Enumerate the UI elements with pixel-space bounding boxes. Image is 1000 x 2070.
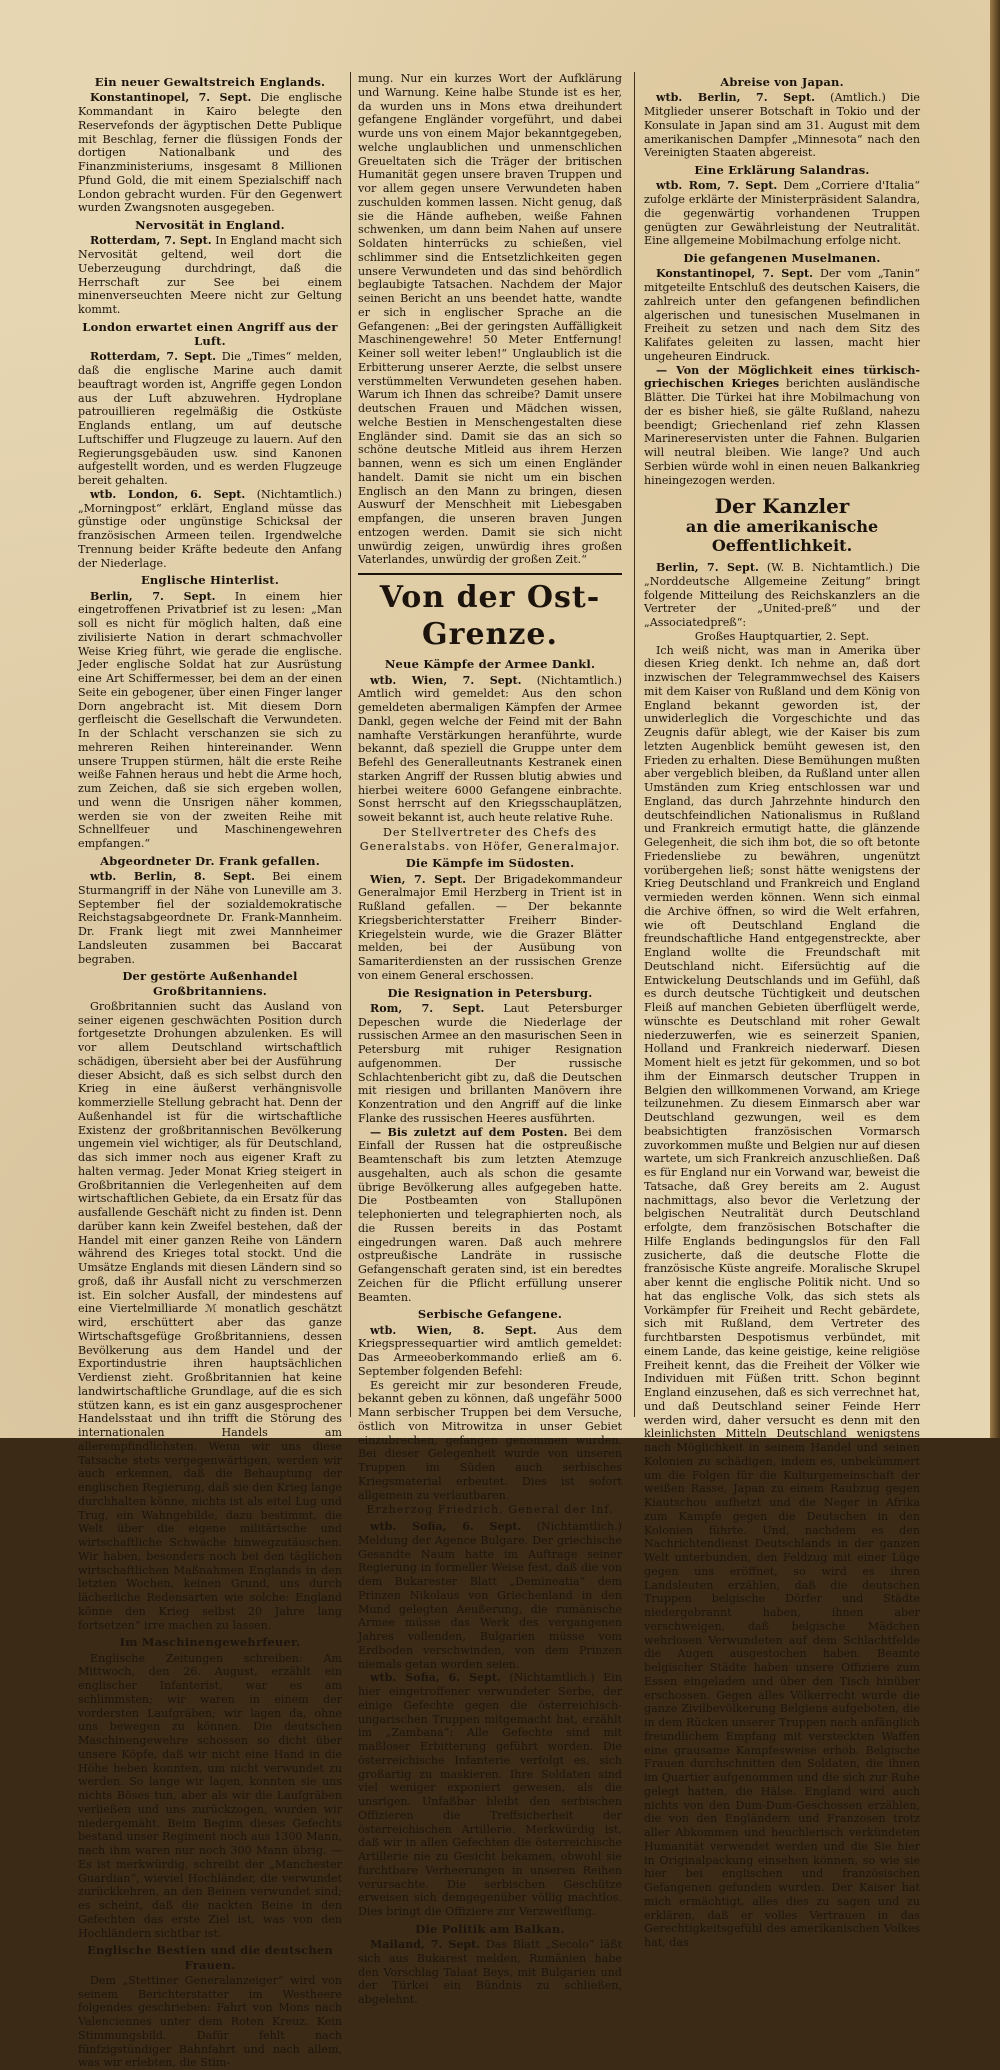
- article: [644, 495, 920, 1950]
- article: [358, 657, 622, 853]
- article: [644, 251, 920, 487]
- article-headline: Abgeordneter Dr. Frank gefallen.: [100, 853, 320, 868]
- article-headline: Ein neuer Gewaltstreich Englands.: [94, 75, 326, 89]
- article-paragraph: [358, 873, 622, 983]
- article-paragraph: [78, 1000, 342, 1633]
- paragraph-text: (Nichtamtlich.) „Morningpost“ erklärt, England müsse das günstige oder ungünstige Schicksal der französischen Armeen teilen. Irgendwelche Trennung beider Kräfte bedeute den Anfang der Niederlage.: [78, 487, 343, 570]
- column-2: [358, 72, 623, 2007]
- article-paragraph: [358, 72, 622, 567]
- main-headline: [644, 495, 920, 555]
- article-paragraph: [644, 91, 920, 160]
- article: [358, 1520, 622, 1919]
- article-paragraph: [78, 1974, 342, 2070]
- article-headline: Die Kämpfe im Südosten.: [405, 856, 575, 871]
- article-headline: London erwartet einen Angriff aus der Luft.: [82, 319, 338, 348]
- article: [644, 163, 920, 248]
- dateline: wtb. London, 6. Sept.: [90, 487, 246, 501]
- paragraph-text: Großes Hauptquartier, 2. Sept.: [694, 629, 870, 643]
- column-1: [78, 72, 343, 2070]
- main-headline-line: an die amerikanische Oeffentlichkeit.: [685, 517, 879, 555]
- article: [78, 969, 342, 1632]
- article-headline: Serbische Gefangene.: [417, 1307, 563, 1322]
- article-paragraph: [358, 1126, 622, 1305]
- article-paragraph: [358, 1002, 622, 1126]
- article-paragraph: [358, 1324, 622, 1379]
- article-paragraph: [78, 350, 342, 488]
- section-headline: Von der Ost-Grenze.: [358, 573, 622, 653]
- article-headline: Eine Erklärung Salandras.: [694, 163, 870, 177]
- article-headline: Der gestörte Außenhandel Großbritanniens.: [122, 969, 298, 998]
- article-paragraph: [644, 644, 920, 1950]
- article-paragraph: [644, 267, 920, 363]
- dateline: Mailand, 7. Sept.: [370, 1938, 481, 1952]
- paragraph-text: Dem „Corriere d'Italia“ zufolge erklärte der Ministerpräsident Salandra, die gegenwärtig vorhandenen Truppen genügten zur Gewährleistung der Neutralität. Eine allgemeine Mobilmachung erfolge nicht.: [644, 179, 920, 248]
- article: [78, 573, 342, 851]
- paragraph-text: Das Blatt „Secolo“ läßt sich aus Bukarest melden, Rumänien habe den Vorschlag Talaat Beys, mit Bulgarien und der Türkei ein Bündnis zu schließen, abgelehnt.: [358, 1938, 623, 2007]
- article: [644, 75, 920, 160]
- article: [358, 72, 622, 567]
- article: [358, 1307, 622, 1517]
- article-paragraph: [78, 488, 342, 571]
- column-rule: [350, 72, 351, 1417]
- paragraph-text: (Amtlich.) Die Mitglieder unserer Botschaft in Tokio und der Konsulate in Japan sind am 31. August mit dem amerikanischen Dampfer „Minnesota“ nach den Vereinigten Staaten abgereist.: [644, 91, 920, 160]
- article-paragraph: [358, 1520, 622, 1671]
- article-paragraph: [358, 1671, 622, 1919]
- article: [358, 986, 622, 1305]
- dateline: Berlin, 7. Sept.: [90, 589, 216, 603]
- article-headline: Neue Kämpfe der Armee Dankl.: [384, 657, 596, 672]
- dateline: Berlin, 7. Sept.: [656, 561, 759, 575]
- article: [358, 1922, 622, 2007]
- paragraph-text: In einem hier eingetroffenen Privatbrief ist zu lesen: „Man soll es nicht für möglich halten, daß eine zivilisierte Nation in derart schmachvoller Weise Krieg führt, wie gerade die englische. Jeder englische Soldat hat zur Ausrüstung eine Art Schiffermesser, bei dem an der einen Seite ein gebogener, über einen Finger langer Dorn angebracht ist. Mit diesem Dorn gerfleischt die Gesellschaft die Verwundeten. In der Schlacht verschanzen sie sich zu mehreren Reihen hintereinander. Wenn unsere Truppen stürmen, hält die erste Reihe weiße Fahnen heraus und hebt die Arme hoch, zum Zeichen, daß sie sich ergeben wollen, und wenn die Unsrigen näher kommen, werden sie von der zweiten Reihe mit Schnellfeuer und Maschinengewehren empfangen.“: [78, 589, 342, 850]
- signature: Der Stellvertreter des Chefs des Generalstabs. von Höfer, Generalmajor.: [359, 825, 621, 853]
- article-headline: Im Maschinengewehrfeuer.: [119, 1635, 301, 1650]
- article-headline: Die Politik am Balkan.: [415, 1921, 565, 1936]
- article-paragraph: [78, 590, 342, 851]
- paragraph-text: (Nichtamtlich.) Meldung der Agence Bulgare. Der griechische Gesandte Naum hatte im Auftrage seiner Regierung in formeller Weise fest, daß die von dem Bukarester Blatt „Demineatia“ dem Prinzen Nikolaus von Griechenland in den Mund gelegten Aeußerung, die rumänische Armee müsse das Werk des vergangenen Jahres vollenden, Bulgarien müsse vom Erdboden verschwinden, von dem Prinzen niemals getan worden seien.: [358, 1520, 622, 1671]
- paragraph-text: Laut Petersburger Depeschen wurde die Niederlage der russischen Armee an den masurischen Seen in Petersburg mit ruhiger Resignation aufgenommen. Der russische Schlachtenbericht gibt zu, daß die Deutschen mit riesigen und brillanten Manövern ihre Konzentration und den Angriff auf die linke Flanke des russischen Heeres ausführten.: [358, 1001, 622, 1125]
- paragraph-text: Großbritannien sucht das Ausland von seiner eigenen geschwächten Position durch fortgesetzte Drohungen abzulenken. Es will vor allem Deutschland wirtschaftlich schädigen, übersieht aber bei der Ausführung dieser Absicht, daß es sich selbst durch den Krieg in eine äußerst verhängnisvolle kommerzielle Stellung gebracht hat. Denn der Außenhandel ist für die wirtschaftliche Existenz der großbritannischen Bevölkerung ungemein viel wichtiger, als für Deutschland, das sich immer noch aus eigener Kraft zu halten vermag. Jeder Monat Krieg steigert in Großbritannien die Verlegenheiten auf dem wirtschaftlichen Gebiete, da ein Ersatz für das ausfallende Geschäft nicht zu finden ist. Denn darüber kann kein Zweifel bestehen, daß der Handel mit einer ganzen Reihe von Ländern während des Krieges total stockt. Und die Umsätze Englands mit diesen Ländern sind so groß, daß ihr Ausfall nicht zu verschmerzen ist. Ein solcher Ausfall, der mindestens auf eine Viertelmilliarde ℳ monatlich geschätzt wird, erschüttert aber das ganze Wirtschaftsgefüge Großbritanniens, dessen Bevölkerung aus dem Handel und der Exportindustrie ihren hauptsächlichen Verdienst zieht. Großbritannien hat keine landwirtschaftliche Grundlage, auf die es sich stützen kann, es ist ein ganz ausgesprochener Handelsstaat und ihn trifft die Störung des internationalen Handels am allerempfindlichsten. Wenn wir uns diese Tatsache stets vergegenwärtigen, werden wir auch erkennen, daß die Behauptung der englischen Regierung, daß sie den Krieg lange durchhalten könne, nichts ist als eitel Lug und Trug, ein Wahngebilde, dazu bestimmt, die Welt über die eigene militärische und wirtschaftliche Schwäche hinwegzutäuschen. Wir haben, besonders noch bei den täglichen wirtschaftlichen Maßnahmen Englands in den letzten Wochen, keinen Grund, uns durch lächerliche Redensarten wie solche: England könne den Krieg selbst 20 Jahre lang fortsetzen“ irre machen zu lassen.: [78, 999, 342, 1632]
- paragraph-text: Die „Times“ melden, daß die englische Marine auch damit beauftragt worden ist, Angriffe gegen London aus der Luft abzuwehren. Hydroplane patrouillieren regelmäßig die Ostküste Englands entlang, um auf deutsche Luftschiffer und Flugzeuge zu lauern. Auf den Regierungsgebäuden usw. sind Kanonen aufgestellt worden, und es werden Flugzeuge bereit gehalten.: [78, 350, 342, 487]
- paragraph-text: Englische Zeitungen schreiben: Am Mittwoch, den 26. August, erzählt ein englischer Infanterist, war es am schlimmsten; wir waren in einem der vordersten Laufgräben; wir lagen da, ohne uns bewegen zu können. Die deutschen Maschinengewehre schossen so dicht über unsere Köpfe, daß wir nicht eine Hand in die Höhe heben konnten, um nicht verwundet zu werden. So lange wir lagen, konnten sie uns nichts Böses tun, aber als wir die Laufgräben verließen und uns zurückzogen, wurden wir niedergemäht. Beim Beginn dieses Gefechts bestand unser Regiment noch aus 1300 Mann, nach ihm waren nur noch 300 Mann übrig. — Es ist merkwürdig, schreibt der „Manchester Guardian“, wieviel Hochländer, die verwundet zurückkehren, an den Beinen verwundet sind; es scheint, daß die nackten Beine in den Gefechten das erste Ziel ist, was von den Hochländern sichtbar ist.: [78, 1651, 342, 1940]
- article: [78, 75, 342, 215]
- article-headline: Nervosität in England.: [135, 218, 285, 232]
- article-paragraph: [358, 1379, 622, 1503]
- article-paragraph: [358, 674, 622, 825]
- dateline: wtb. Wien, 7. Sept.: [370, 673, 522, 687]
- paragraph-text: Aus dem Kriegspressequartier wird amtlich gemeldet: Das Armeeoberkommando erließ am 6. September folgenden Befehl:: [358, 1323, 623, 1378]
- article: [358, 573, 622, 653]
- dateline: wtb. Sofia, 6. Sept.: [370, 1520, 522, 1534]
- article: [78, 1635, 342, 1940]
- article: [78, 218, 342, 317]
- article: [78, 854, 342, 967]
- paragraph-text: In England macht sich Nervosität geltend, weil dort die Ueberzeugung durchdringt, daß die Herrschaft zur See bei einem minenverseuchten Meere nicht zur Geltung kommt.: [78, 234, 342, 316]
- paragraph-text: Bei dem Einfall der Russen hat die ostpreußische Beamtenschaft bis zum letzten Atemzuge ausgehalten, auch als schon die gesamte übrige Bevölkerung alles aufgegeben hatte. Die Postbeamten von Stallupönen telephonierten und telegraphierten noch, als die Russen bereits in das Postamt eingedrungen waren. Daß auch mehrere ostpreußische Landräte in russische Gefangenschaft geraten sind, ist ein beredtes Zeichen für die Pflicht erfüllung unserer Beamten.: [358, 1125, 623, 1304]
- dateline: Konstantinopel, 7. Sept.: [90, 91, 252, 105]
- dateline: wtb. Berlin, 8. Sept.: [90, 870, 255, 883]
- paragraph-text: (Nichtamtlich.) Ein hier eingetroffener verwundeter Serbe, der einige Gefechte gegen die österreichisch-ungarischen Truppen mitgemacht hat, erzählt im „Zambana“: Alle Gefechte sind mit maßloser Erbitterung geführt worden. Die österreichische Infanterie verfolgt es, sich großartig zu maskieren. Ihre Soldaten sind viel weniger exponiert gewesen, als die unsrigen. Unfaßbar bleibt den serbischen Offizieren die Treffsicherheit der österreichischen Artillerie. Merkwürdig ist, daß wir in allen Gefechten die österreichische Artillerie nie zu Gesicht bekamen, obwohl sie furchtbare Verheerungen in unseren Reihen verursachte. Die serbischen Geschütze erweisen sich demgegenüber völlig machtlos. Dies bringt die Offiziere zur Verzweiflung.: [358, 1671, 622, 1919]
- paragraph-text: Bei einem Sturmangriff in der Nähe von Luneville am 3. September fiel der sozialdemokratische Reichstagsabgeordnete Dr. Frank-Mannheim. Dr. Frank liegt mit zwei Mannheimer Landsleuten zusammen bei Baccarat begraben.: [78, 870, 343, 966]
- article-paragraph: [78, 234, 342, 317]
- paragraph-text: berichten ausländische Blätter. Die Türkei hat ihre Mobilmachung von der es bisher hieß, sie gälte Rußland, nahezu beendigt; Griechenland rief zehn Klassen Marinereservisten unter die Fahnen. Bulgarien will neutral bleiben. Wie lange? Und auch Serbien würde wohl in einen neuen Balkankrieg hineingezogen werden.: [644, 377, 920, 487]
- article-headline: Abreise von Japan.: [720, 75, 844, 89]
- article-headline: Die gefangenen Muselmanen.: [683, 251, 881, 265]
- dateline: Konstantinopel, 7. Sept.: [656, 267, 814, 281]
- article: [358, 856, 622, 982]
- article: [78, 320, 342, 571]
- article-paragraph: [358, 1938, 622, 2007]
- column-rule: [634, 72, 635, 1417]
- dateline: wtb. Wien, 8. Sept.: [370, 1323, 537, 1337]
- article: [78, 1943, 342, 2070]
- article-headline: Englische Bestien und die deutschen Frauen.: [87, 1943, 333, 1972]
- article-paragraph: [78, 1652, 342, 1941]
- dateline: — Bis zuletzt auf dem Posten.: [370, 1125, 568, 1139]
- paragraph-text: Der vom „Tanin“ mitgeteilte Entschluß des deutschen Kaisers, die zahlreich unter den gefangenen befindlichen algerischen und tunesischen Muselmanen in Freiheit zu setzen und nach dem Sitz des Kalifates geleiten zu lassen, macht hier ungeheuren Eindruck.: [644, 267, 920, 363]
- article-headline: Die Resignation in Petersburg.: [387, 985, 593, 1000]
- column-3: [644, 72, 920, 1950]
- main-headline-line: Der Kanzler: [714, 494, 850, 519]
- article-paragraph: [644, 561, 920, 630]
- paragraph-text: Die englische Kommandant in Kairo belegte den Reservefonds der ägyptischen Dette Publique mit Beschlag, ferner die flüssigen Fonds der dortigen Nationalbank und des Finanzministeriums, insgesamt 8 Millionen Pfund Gold, die mit einem Spezialschiff nach London gebracht wurden. Für den Gegenwert wurden Zwangsnoten ausgegeben.: [78, 91, 343, 215]
- dateline: Wien, 7. Sept.: [370, 872, 467, 886]
- paragraph-text: Dem „Stettiner Generalanzeiger“ wird von seinem Berichterstatter im Westheere folgendes geschrieben: Fahrt von Mons nach Valenciennes unter dem Roten Kreuz. Kein Stimmungsbild. Dafür fehlt nach fünfzigstündiger Bahnfahrt und nach allem, was wir erlebten, die Stim-: [78, 1973, 342, 2070]
- signature: Erzherzog Friedrich, General der Inf.: [366, 1503, 614, 1517]
- paragraph-text: (W. B. Nichtamtlich.) Die „Norddeutsche Allgemeine Zeitung“ bringt folgende Mitteilung des Reichskanzlers an die Vertreter der „United-preß“ und der „Associatedpreß“:: [644, 561, 920, 630]
- dateline: Rotterdam, 7. Sept.: [90, 350, 216, 364]
- dateline: wtb. Berlin, 7. Sept.: [656, 91, 815, 105]
- paragraph-text: Der Brigadekommandeur Generalmajor Emil Herzberg in Trient ist in Rußland gefallen. — Der bekannte Kriegsberichterstatter Freiherr Binder-Kriegelstein wurde, wie die Grazer Blätter melden, bei der Ausübung von Samariterdiensten an der russischen Grenze von einem General erschossen.: [358, 872, 622, 982]
- paragraph-text: Ich weiß nicht, was man in Amerika über diesen Krieg denkt. Ich nehme an, daß dort inzwischen der Telegrammwechsel des Kaisers mit dem Kaiser von Rußland und dem König von England bekannt geworden ist, der unwiderleglich die Vorgeschichte und das Zeugnis dafür ablegt, wie der Kaiser bis zum letzten Augenblick bemüht gewesen ist, den Frieden zu erhalten. Diese Bemühungen mußten aber vergeblich bleiben, da Rußland unter allen Umständen zum Krieg entschlossen war und England, das durch Jahrzehnte hindurch den deutschfeindlichen Nationalismus in Rußland und Frankreich ermutigt hatte, die glänzende Gelegenheit, die sich ihm bot, die so oft betonte Friedensliebe zu bewähren, ungenützt vorübergehen ließ; sonst hätte wenigstens der Krieg Deutschland und Frankreich und England vermieden werden können. Wenn sich einmal die Archive öffnen, so wird die Welt erfahren, wie oft Deutschland England die freundschaftliche Hand entgegenstreckte, aber England wollte die Freundschaft mit Deutschland nicht. Eifersüchtig auf die Entwickelung Deutschlands und im Gefühl, daß es durch deutsche Tüchtigkeit und deutschen Fleiß auf manchen Gebieten überflügelt werde, wünschte es Deutschland mit roher Gewalt niederzuwerfen, wie es seinerzeit Spanien, Holland und Frankreich niederwarf. Diesen Moment hielt es jetzt für gekommen, und so bot ihm der Einmarsch deutscher Truppen in Belgien den willkommenen Vorwand, am Kriege teilzunehmen. Zu diesem Einmarsch aber war Deutschland gezwungen, weil es dem beabsichtigten französischen Vormarsch zuvorkommen mußte und Belgien nur auf diesen wartete, um sich Frankreich anzuschließen. Daß es für England nur ein Vorwand war, beweist die Tatsache, daß Grey bereits am 2. August nachmittags, also bevor die Verletzung der belgischen Neutralität durch Deutschland erfolgte, dem französischen Botschafter die Hilfe Englands bedingungslos für den Fall zusicherte, daß die deutsche Flotte die französische Küste angreife. Moralische Skrupel aber kennt die englische Politik nicht. Und so hat das englische Volk, das sich stets als Vorkämpfer für Freiheit und Recht gebärdete, sich mit Rußland, dem Vertreter des furchtbarsten Despotismus verbündet, mit einem Lande, das keine geistige, keine religiöse Freiheit kennt, das die Freiheit der Völker wie Individuen mit Füßen tritt. Schon beginnt England einzusehen, daß es sich verrechnet hat, und daß Deutschland seiner Feinde Herr werden wird, daher versucht es denn mit den kleinlichsten Mitteln Deutschland wenigstens nach Möglichkeit in seinem Handel und seinen Kolonien zu schädigen, indem es, unbekümmert um die Folgen für die Kulturgemeinschaft der weißen Rasse, Japan zu einem Raubzug gegen Kiautschou aufhetzt und die Neger in Afrika zum Kampfe gegen die Deutschen in den Kolonien führte. Und, nachdem es den Nachrichtendienst Deutschlands in der ganzen Welt unterbunden, den Feldzug mit einer Lüge gegen uns eröffnet, so wird es ihren Landsleuten erzählen, daß die deutschen Truppen belgische Dörfer und Städte niedergebrannt haben, ihnen aber verschweigen, daß belgische Mädchen wehrlosen Verwundeten auf dem Schlachtfelde die Augen ausgestochen haben. Beamte belgischer Städte haben unsere Offiziere zum Essen eingeladen und über den Tisch hinüber erschossen. Gegen alles Völkerrecht wurde die ganze Zivilbevölkerung Belgiens aufgeboten, die in dem Rücken unserer Truppen nach anfänglich freundlichem Empfang mit versteckten Waffen eine grausame Kampfesweise erhob. Belgische Frauen durchschnitten den Soldaten, die ihnen im Quartier aufgenommen und die sich zur Ruhe gelegt hatten, die Hälse. England wird auch nichts von den Dum-Dum-Geschossen erzählen, die von den Engländern und Franzosen trotz aller Abkommen und heuchlerisch verkündeten Humanität verwendet werden und die Sie hier in Originalpackung einsehen können, so wie sie hier bei englischen und französischen Gefangenen gefunden wurden. Der Kaiser hat mich ermächtigt, alles dies zu sagen und zu erklären, daß er volles Vertrauen in das Gerechtigkeitsgefühl des amerikanischen Volkes hat, das: [644, 643, 920, 1950]
- article-headline: Englische Hinterlist.: [140, 573, 280, 588]
- dateline: — Von der Möglichkeit eines türkisch-griechischen Krieges: [644, 363, 920, 391]
- article-paragraph: [644, 630, 920, 644]
- dateline: wtb. Rom, 7. Sept.: [656, 179, 778, 193]
- article-paragraph: [644, 179, 920, 248]
- dateline: wtb. Sofia, 6. Sept.: [370, 1671, 501, 1685]
- dateline: Rom, 7. Sept.: [370, 1001, 485, 1015]
- article-paragraph: [78, 870, 342, 966]
- page-edge: [990, 0, 1000, 1438]
- article-paragraph: [78, 91, 342, 215]
- article-paragraph: [644, 364, 920, 488]
- paragraph-text: (Nichtamtlich.) Amtlich wird gemeldet: Aus den schon gemeldeten abermaligen Kämpfen der Armee Dankl, gegen welche der Feind mit der Bahn namhafte Verstärkungen heranführte, wurde bekannt, daß speziell die Gruppe unter dem Befehl des Generalleutnants Kestranek einen starken Angriff der Russen blutig abwies und hierbei weitere 6000 Gefangene einbrachte. Sonst herrscht auf den Kriegsschauplätzen, soweit bekannt ist, auch heute relative Ruhe.: [358, 673, 622, 825]
- paragraph-text: mung. Nur ein kurzes Wort der Aufklärung und Warnung. Keine halbe Stunde ist es her, da wurden uns in Mons etwa dreihundert gefangene Engländer vorgeführt, und dabei wurde uns von einem Major bekanntgegeben, welche unglaublichen und unmenschlichen Greueltaten sich die Träger der britischen Humanität gegen unsere braven Truppen und vor allem gegen unsere Verwundeten haben zuschulden kommen lassen. Nicht genug, daß sie die Hände aufheben, weiße Fahnen schwenken, um dann beim Nahen auf unsere Soldaten hinterrücks zu schießen, viel schlimmer sind die Entsetzlichkeiten gegen unsere Verwundeten und das sind behördlich beglaubigte Tatsachen. Nachdem der Major seinen Bericht an uns beendet hatte, wandte er sich in englischer Sprache an die Gefangenen: „Bei der geringsten Auffälligkeit Maschinengewehre! 50 Meter Entfernung! Keiner soll weiter leben!“ Unglaublich ist die Erbitterung unserer Aerzte, die selbst unsere verstümmelten Verwundeten gesehen haben. Warum ich Ihnen das schreibe? Damit unsere deutschen Frauen und Mädchen wissen, welche Bestien in Menschengestalten diese Engländer sind. Damit sie das an sich so schöne deutsche Mitleid aus ihrem Herzen bannen, wenn es sich um einen Engländer handelt. Damit sie nicht um ein bischen Englisch an den Mann zu bringen, diesen Auswurf der Menschheit mit Liebesgaben empfangen, die unseren braven Jungen entzogen werden. Damit sie sich nicht unwürdig zeigen, unwürdig ihres großen Vaterlandes, unwürdig der großen Zeit.“: [358, 72, 622, 567]
- paragraph-text: Es gereicht mir zur besonderen Freude, bekannt geben zu können, daß ungefähr 5000 Mann serbischer Truppen bei dem Versuche, östlich von Mitrowitza in unser Gebiet einzubrechen, gefangen genommen wurden. Bei dieser Gelegenheit wurde von unseren Truppen im Süden auch serbisches Kriegsmaterial erbeutet. Dies ist sofort allgemein zu verlautbaren.: [358, 1378, 622, 1502]
- dateline: Rotterdam, 7. Sept.: [90, 234, 212, 248]
